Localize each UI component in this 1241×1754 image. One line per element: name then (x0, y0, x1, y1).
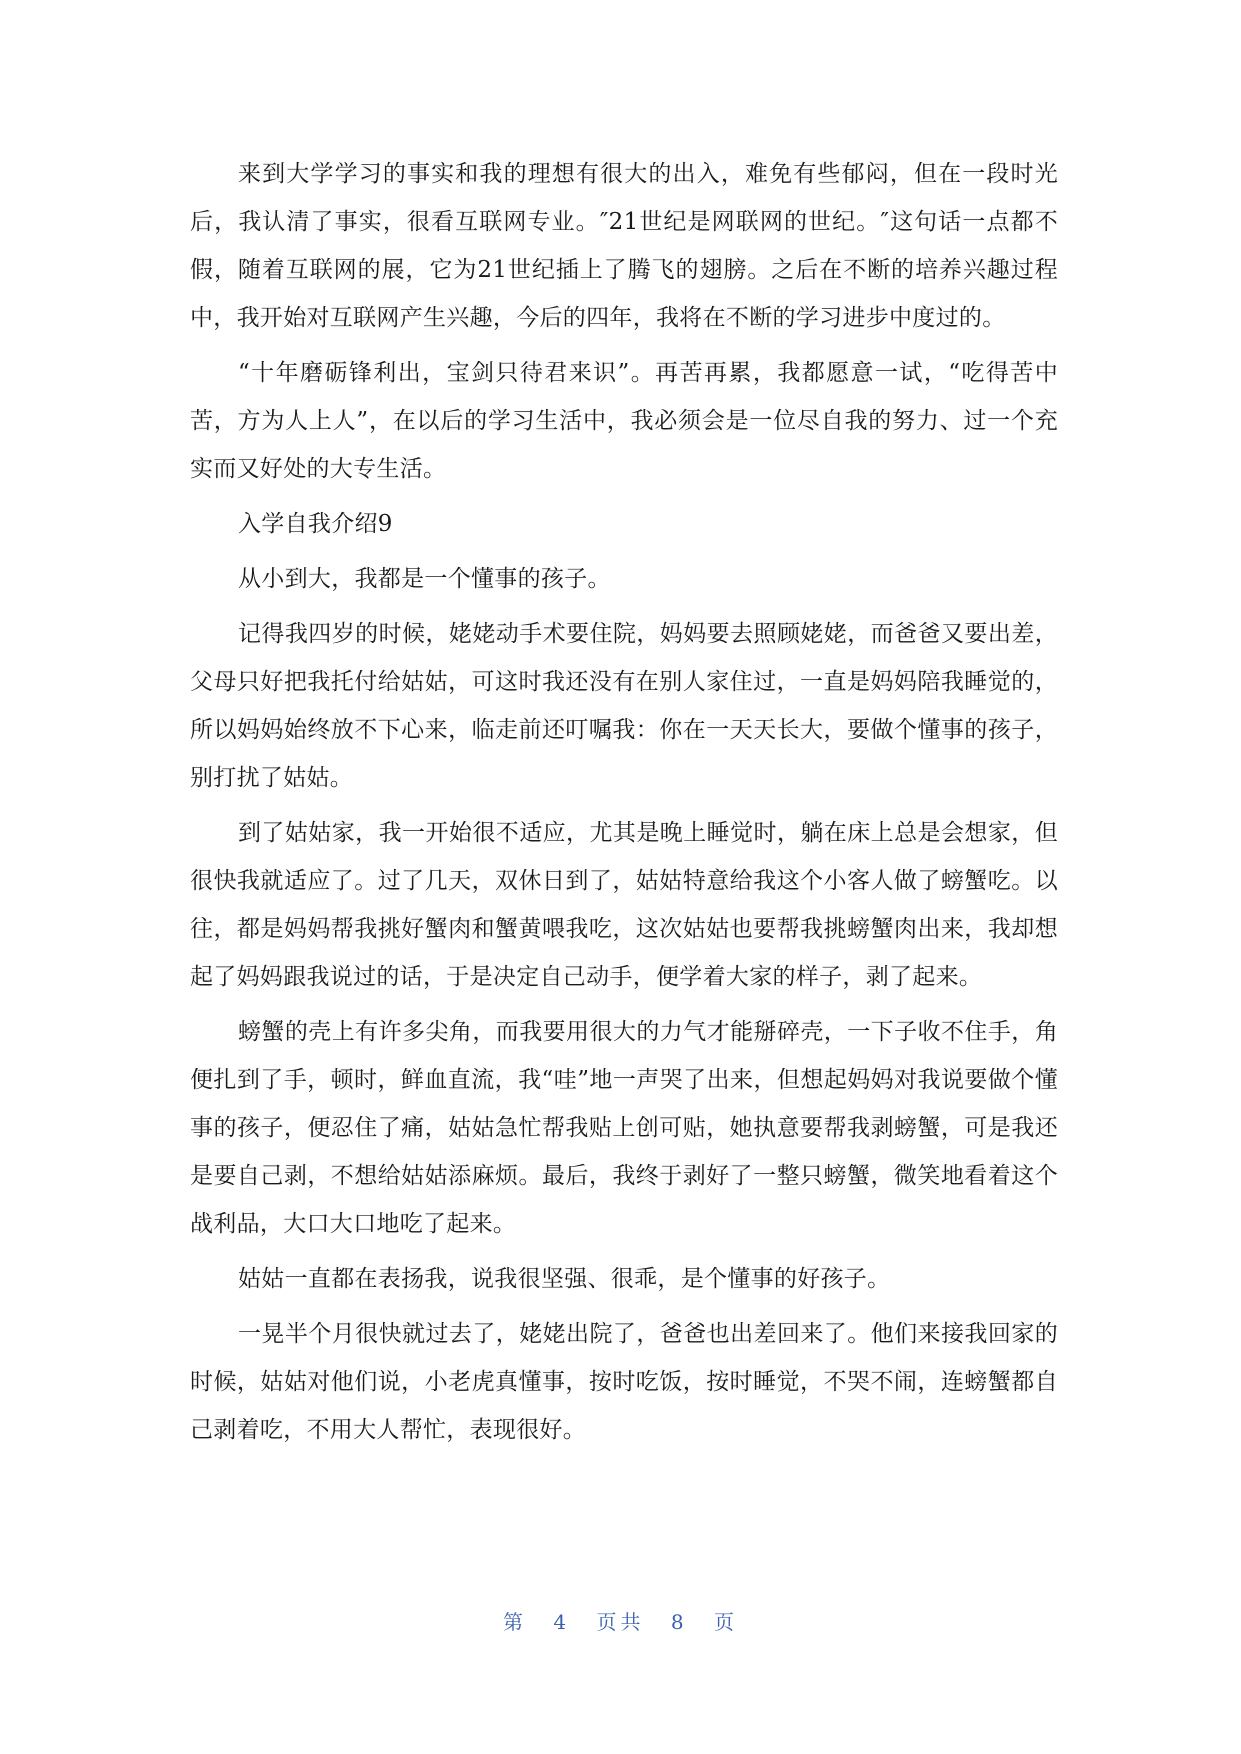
paragraph: 螃蟹的壳上有许多尖角，而我要用很大的力气才能掰碎壳，一下子收不住手，角便扎到了手，顿时，鲜血直流，我“哇”地一声哭了出来，但想起妈妈对我说要做个懂事的孩子，便忍住了痛，姑姑急忙帮我贴上创可贴，她执意要帮我剥螃蟹，可是我还是要自己剥，不想给姑姑添麻烦。最后，我终于剥好了一整只螃蟹，微笑地看着这个战利品，大口大口地吃了起来。 (190, 1019, 1058, 1237)
paragraph: 姑姑一直都在表扬我，说我很坚强、很乖，是个懂事的好孩子。 (238, 1266, 891, 1292)
paragraph: 来到大学学习的事实和我的理想有很大的出入，难免有些郁闷，但在一段时光后，我认清了事实，很看互联网专业。″21世纪是网联网的世纪。″这句话一点都不假，随着互联网的展，它为21世纪插上了腾飞的翅膀。之后在不断的培养兴趣过程中，我开始对互联网产生兴趣，今后的四年，我将在不断的学习进步中度过的。 (190, 161, 1058, 331)
footer-prefix: 第 (503, 1610, 528, 1634)
paragraph: 记得我四岁的时候，姥姥动手术要住院，妈妈要去照顾姥姥，而爸爸又要出差，父母只好把我托付给姑姑，可这时我还没有在别人家住过，一直是妈妈陪我睡觉的，所以妈妈始终放不下心来，临走前还叮嘱我：你在一天天长大，要做个懂事的孩子，别打扰了姑姑。 (190, 621, 1058, 791)
footer-current-page: 4 (553, 1610, 571, 1634)
paragraph: 从小到大，我都是一个懂事的孩子。 (238, 566, 611, 592)
footer-suffix: 页 (713, 1610, 738, 1634)
paragraph: 一晃半个月很快就过去了，姥姥出院了，爸爸也出差回来了。他们来接我回家的时候，姑姑对他们说，小老虎真懂事，按时吃饭，按时睡觉，不哭不闹，连螃蟹都自己剥着吃，不用大人帮忙，表现很好。 (190, 1321, 1058, 1443)
footer-middle: 页共 (596, 1610, 645, 1634)
document-body (190, 150, 1058, 1461)
footer-total-pages: 8 (670, 1610, 688, 1634)
paragraph: “十年磨砺锋利出，宝剑只待君来识”。再苦再累，我都愿意一试，“吃得苦中苦，方为人上人”，在以后的学习生活中，我必须会是一位尽自我的努力、过一个充实而又好处的大专生活。 (190, 360, 1058, 482)
paragraph: 到了姑姑家，我一开始很不适应，尤其是晚上睡觉时，躺在床上总是会想家，但很快我就适应了。过了几天，双休日到了，姑姑特意给我这个小客人做了螃蟹吃。以往，都是妈妈帮我挑好蟹肉和蟹黄喂我吃，这次姑姑也要帮我挑螃蟹肉出来，我却想起了妈妈跟我说过的话，于是决定自己动手，便学着大家的样子，剥了起来。 (190, 820, 1058, 990)
page-footer (0, 1606, 1241, 1635)
section-heading: 入学自我介绍9 (238, 511, 393, 537)
